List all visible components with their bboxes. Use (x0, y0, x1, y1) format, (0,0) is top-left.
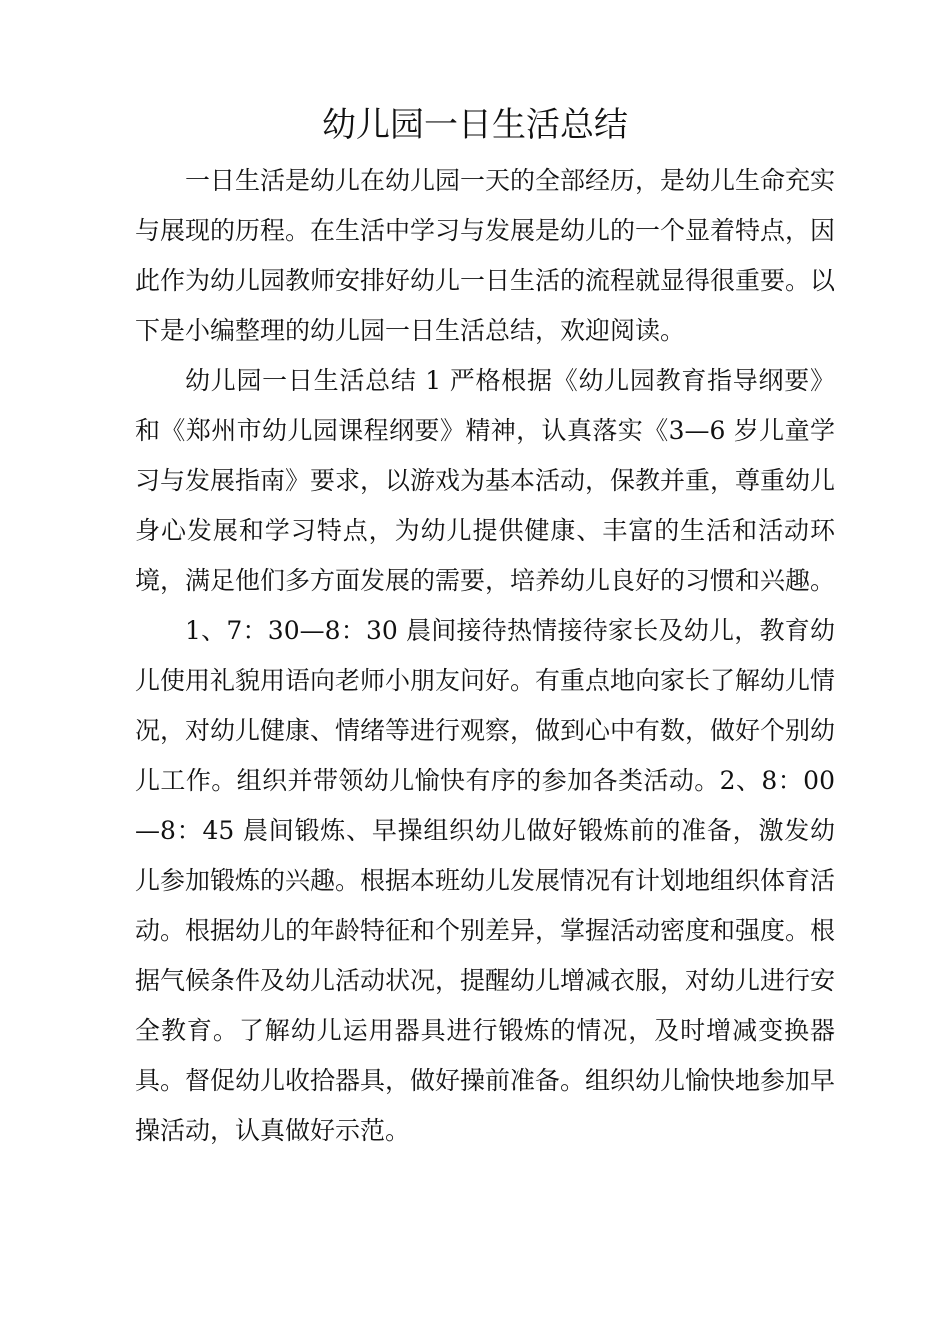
document-title: 幼儿园一日生活总结 (322, 105, 628, 145)
paragraph-summary-1: 幼儿园一日生活总结 1 严格根据《幼儿园教育指导纲要》和《郑州市幼儿园课程纲要》精神，认真落实《3—6 岁儿童学习与发展指南》要求，以游戏为基本活动，保教并重，尊重幼儿身心发展和学习特点，为幼儿提供健康、丰富的生活和活动环境，满足他们多方面发展的需要，培养幼儿良好的习惯和兴趣。 (135, 366, 836, 595)
paragraph-schedule: 1、7：30—8：30 晨间接待热情接待家长及幼儿，教育幼儿使用礼貌用语向老师小朋友问好。有重点地向家长了解幼儿情况，对幼儿健康、情绪等进行观察，做到心中有数，做好个别幼儿工作。组织并带领幼儿愉快有序的参加各类活动。2、8：00—8：45 晨间锻炼、早操组织幼儿做好锻炼前的准备，激发幼儿参加锻炼的兴趣。根据本班幼儿发展情况有计划地组织体育活动。根据幼儿的年龄特征和个别差异，掌握活动密度和强度。根据气候条件及幼儿活动状况，提醒幼儿增减衣服，对幼儿进行安全教育。了解幼儿运用器具进行锻炼的情况，及时增减变换器具。督促幼儿收拾器具，做好操前准备。组织幼儿愉快地参加早操活动，认真做好示范。 (135, 616, 836, 1145)
paragraph-intro: 一日生活是幼儿在幼儿园一天的全部经历，是幼儿生命充实与展现的历程。在生活中学习与发展是幼儿的一个显着特点，因此作为幼儿园教师安排好幼儿一日生活的流程就显得很重要。以下是小编整理的幼儿园一日生活总结，欢迎阅读。 (135, 166, 836, 345)
document-body (135, 156, 835, 1156)
